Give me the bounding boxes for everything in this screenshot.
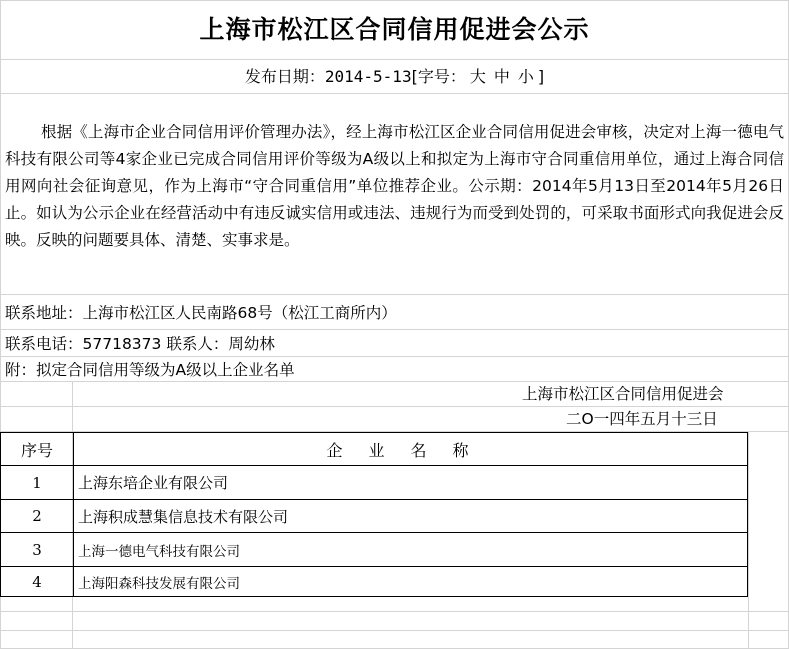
font-size-close: ]	[537, 67, 545, 86]
table-row	[1, 567, 748, 597]
grid-line	[0, 294, 789, 295]
signature-org: 上海市松江区合同信用促进会	[522, 385, 724, 403]
font-small-link[interactable]: 小	[517, 67, 534, 86]
row-company-name: 上海东培企业有限公司	[74, 466, 748, 500]
row-company-name: 上海积成慧集信息技术有限公司	[74, 500, 748, 533]
notice-body: 根据《上海市企业合同信用评价管理办法》，经上海市松江区企业合同信用促进会审核，决定对上海一德电气科技有限公司等4家企业已完成合同信用评价等级为A级以上和拟定为上海市守合同重信用单位，通过上海合同信用网向社会征询意见，作为上海市“守合同重信用”单位推荐企业。公示期：2014年5月13日至2014年5月26日止。如认为公示企业在经营活动中有违反诚实信用或违法、违规行为而受到处罚的，可采取书面形式向我促进会反映。反映的问题要具体、清楚、实事求是。	[5, 123, 784, 249]
table-row	[1, 500, 748, 533]
row-number: 3	[1, 533, 74, 567]
grid-line	[0, 406, 789, 407]
contact-address: 联系地址：上海市松江区人民南路68号（松江工商所内）	[5, 304, 397, 322]
signature-date: 二O一四年五月十三日	[566, 410, 718, 428]
font-size-switch	[466, 67, 538, 86]
grid-line	[0, 59, 789, 60]
font-size-open: [字号：	[411, 67, 466, 86]
table-header-row	[1, 433, 748, 466]
grid-line	[748, 431, 749, 649]
row-company-name: 上海阳森科技发展有限公司	[74, 567, 748, 597]
grid-line	[0, 329, 789, 330]
table-row	[1, 533, 748, 567]
grid-line	[0, 93, 789, 94]
header-number: 序号	[1, 433, 74, 466]
page-title: 上海市松江区合同信用促进会公示	[199, 15, 590, 44]
attachment-note: 附：拟定合同信用等级为A级以上企业名单	[5, 361, 295, 379]
publish-label: 发布日期：	[244, 67, 325, 86]
company-table	[0, 432, 748, 597]
header-company-name: 企业名称	[74, 433, 748, 466]
row-number: 2	[1, 500, 74, 533]
row-company-name: 上海一德电气科技有限公司	[74, 533, 748, 567]
row-number: 1	[1, 466, 74, 500]
grid-line	[0, 611, 789, 612]
publish-date: 2014-5-13	[324, 67, 412, 86]
row-number: 4	[1, 567, 74, 597]
grid-line	[0, 630, 789, 631]
table-row	[1, 466, 748, 500]
font-large-link[interactable]: 大	[469, 67, 486, 86]
font-medium-link[interactable]: 中	[493, 67, 510, 86]
grid-line	[0, 0, 789, 1]
publish-line	[0, 64, 789, 90]
contact-phone: 联系电话：57718373 联系人：周幼林	[5, 335, 275, 353]
